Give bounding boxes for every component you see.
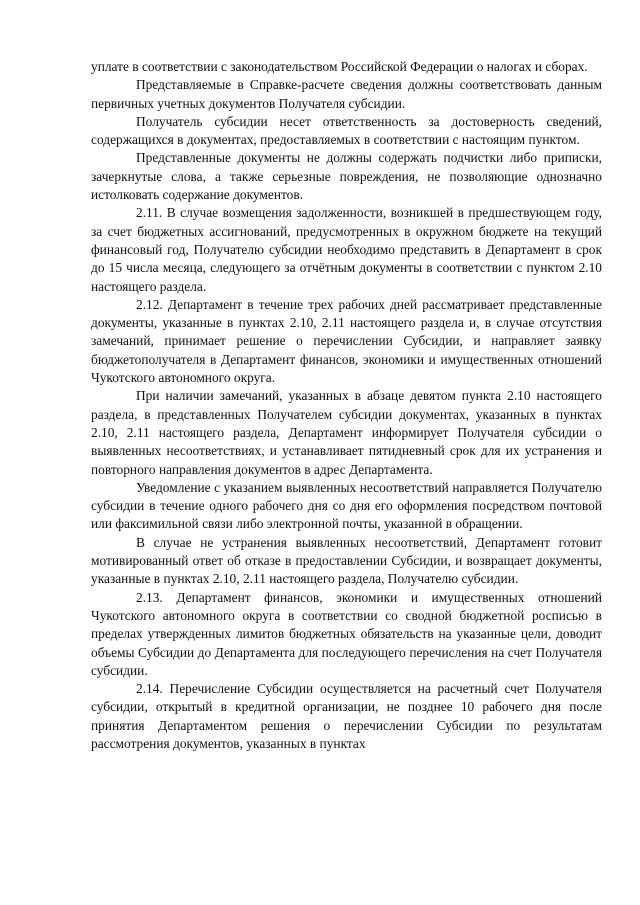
paragraph-refusal: В случае не устранения выявленных несоответствий, Департамент готовит мотивированный ответ об отказе в предоставлении Субсидии, и возвращает документы, указанные в пунктах 2.10, 2.11 настоящего раздела, Получателю субсидии. [91, 534, 602, 587]
paragraph-2-11: 2.11. В случае возмещения задолженности, возникшей в предшествующем году, за счет бюджетных ассигнований, предусмотренных в окружном бюджете на текущий финансовый год, Получателю субсидии необходимо представить в Департамент в срок до 15 числа месяца, следующего за отчётным документы в соответствии с пунктом 2.10 настоящего раздела. [91, 205, 602, 294]
paragraph-remarks: При наличии замечаний, указанных в абзаце девятом пункта 2.10 настоящего раздела, в представленных Получателем субсидии документах, указанных в пунктах 2.10, 2.11 настоящего раздела, Департамент информирует Получателя субсидии о выявленных несоответствиях, и устанавливает пятидневный срок для их устранения и повторного направления документов в адрес Департамента. [91, 388, 602, 477]
paragraph-tax-continuation: уплате в соответствии с законодательством Российской Федерации о налогах и сборах. [91, 59, 588, 74]
paragraph-responsibility: Получатель субсидии несет ответственность за достоверность сведений, содержащихся в документах, предоставляемых в соответствии с настоящим пунктом. [91, 113, 602, 148]
paragraph-document-integrity: Представленные документы не должны содержать подчистки либо приписки, зачеркнутые слова, а также серьезные повреждения, не позволяющие однозначно истолковать содержание документов. [91, 150, 602, 203]
paragraph-notification: Уведомление с указанием выявленных несоответствий направляется Получателю субсидии в течение одного рабочего дня со дня его оформления посредством почтовой или факсимильной связи либо электронной почты, указанной в обращении. [91, 479, 602, 532]
paragraph-2-13: 2.13. Департамент финансов, экономики и имущественных отношений Чукотского автономного округа в соответствии со сводной бюджетной росписью в пределах утвержденных лимитов бюджетных обязательств на указанные цели, доводит объемы Субсидии до Департамента для последующего перечисления на счет Получателя субсидии. [91, 589, 602, 678]
paragraph-reference-data: Представляемые в Справке-расчете сведения должны соответствовать данным первичных учетных документов Получателя субсидии. [91, 77, 602, 111]
paragraph-2-14: 2.14. Перечисление Субсидии осуществляется на расчетный счет Получателя субсидии, открытый в кредитной организации, не позднее 10 рабочего дня после принятия Департаментом решения о перечислении Субсидии по результатам рассмотрения документов, указанных в пунктах [91, 681, 602, 751]
document-page [91, 58, 602, 753]
paragraph-2-12: 2.12. Департамент в течение трех рабочих дней рассматривает представленные документы, указанные в пунктах 2.10, 2.11 настоящего раздела и, в случае отсутствия замечаний, принимает решение о перечислении Субсидии, и направляет заявку бюджетополучателя в Департамент финансов, экономики и имущественных отношений Чукотского автономного округа. [91, 296, 602, 386]
